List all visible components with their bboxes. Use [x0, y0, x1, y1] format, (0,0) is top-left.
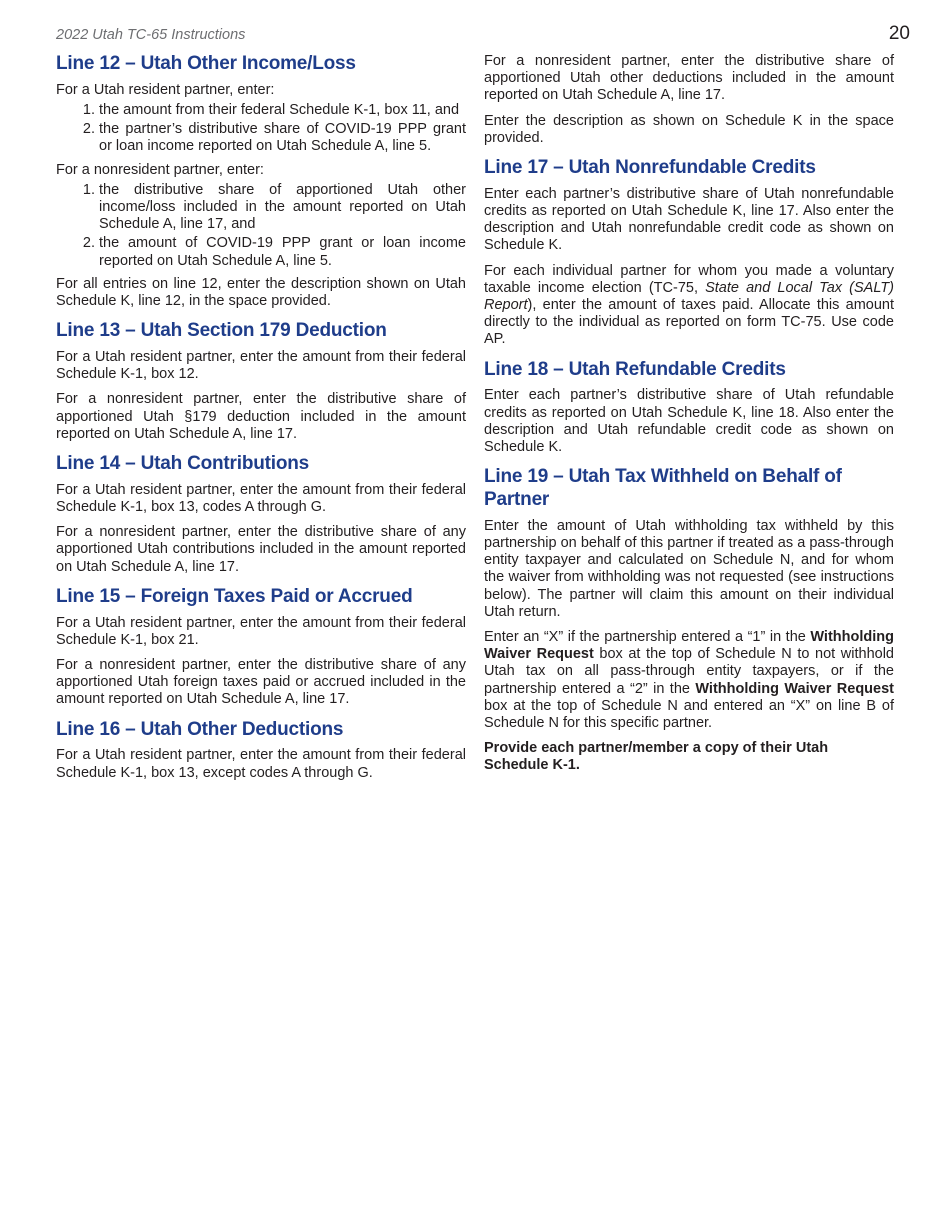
list-item: 2. the partner’s distributive share of COVID-19 PPP grant or loan income reported on Utah Schedule A, line 5. — [99, 121, 466, 155]
nonresident-list — [56, 182, 466, 270]
section-line-16 — [56, 719, 466, 782]
paragraph: For a Utah resident partner, enter the amount from their federal Schedule K-1, box 13, except codes A through G. — [56, 747, 466, 781]
page-number: 20 — [888, 23, 910, 44]
paragraph: For a nonresident partner, enter the distributive share of apportioned Utah §179 deduction included in the amount reported on Utah Schedule A, line 17. — [56, 391, 466, 442]
heading-line-16: Line 16 – Utah Other Deductions — [56, 718, 344, 740]
paragraph: Enter each partner’s distributive share of Utah refundable credits as reported on Utah Schedule K, line 18. Also enter the description and Utah refundable credit code as shown on Schedule K. — [484, 387, 894, 456]
bold-term: Withholding Waiver Request — [484, 629, 894, 663]
paragraph: Enter the description as shown on Schedule K in the space provided. — [484, 112, 894, 146]
right-column — [484, 53, 894, 785]
paragraph: For a nonresident partner, enter the distributive share of apportioned Utah other deductions included in the amount reported on Utah Schedule A, line 17. — [484, 53, 894, 104]
section-line-17 — [484, 157, 894, 349]
bold-term: Withholding Waiver Request — [695, 680, 894, 697]
section-line-14 — [56, 453, 466, 576]
paragraph: For a Utah resident partner, enter the amount from their federal Schedule K-1, box 13, codes A through G. — [56, 481, 466, 516]
heading-line-12: Line 12 – Utah Other Income/Loss — [56, 53, 356, 74]
list-item: 1. the amount from their federal Schedule K-1, box 11, and — [99, 102, 466, 119]
heading-line-13: Line 13 – Utah Section 179 Deduction — [56, 320, 387, 342]
paragraph: For a nonresident partner, enter the distributive share of any apportioned Utah foreign taxes paid or accrued included in the amount reported on Utah Schedule A, line 17. — [56, 657, 466, 708]
heading-line-14: Line 14 – Utah Contributions — [56, 453, 310, 475]
text-run: Enter an “X” if the partnership entered a “1” in the — [484, 629, 811, 646]
section-line-16-continued — [484, 53, 894, 147]
paragraph: For all entries on line 12, enter the description shown on Utah Schedule K, line 12, in the space provided. — [56, 275, 466, 310]
text-run: ), enter the amount of taxes paid. Allocate this amount directly to the individual as reported on form TC-75. Use code AP. — [484, 297, 894, 348]
section-line-12 — [56, 53, 466, 310]
report-title: State and Local Tax (SALT) Report — [484, 279, 894, 314]
paragraph — [484, 629, 894, 732]
paragraph: Enter the amount of Utah withholding tax withheld by this partnership on behalf of this partner if treated as a pass-through entity taxpayer and calculated on Schedule N, and for whom the waiver from withholding was not requested (see instructions below). The partner will claim this amount on their individual Utah return. — [484, 517, 894, 620]
heading-line-17: Line 17 – Utah Nonrefundable Credits — [484, 157, 816, 179]
text-run: box at the top of Schedule N to not withhold Utah tax on all pass-through entity taxpayers, or if the partnership entered a “2” in the — [484, 646, 894, 697]
paragraph: For a Utah resident partner, enter: — [56, 81, 275, 98]
paragraph: Enter each partner’s distributive share of Utah nonrefundable credits as reported on Utah Schedule K, line 17. Also enter the description and Utah nonrefundable credit code as shown on Schedule K. — [484, 185, 894, 254]
paragraph — [484, 263, 894, 349]
section-line-18 — [484, 359, 894, 457]
resident-list — [56, 102, 466, 156]
paragraph: For a Utah resident partner, enter the amount from their federal Schedule K-1, box 21. — [56, 614, 466, 648]
closing-note — [484, 740, 894, 774]
paragraph: For a nonresident partner, enter the distributive share of any apportioned Utah contributions included in the amount reported on Utah Schedule A, line 17. — [56, 524, 466, 575]
section-line-15 — [56, 586, 466, 709]
paragraph: For a Utah resident partner, enter the amount from their federal Schedule K-1, box 12. — [56, 349, 466, 383]
list-item: 1. the distributive share of apportioned Utah other income/loss included in the amount reported on Utah Schedule A, line 17, and — [99, 182, 466, 234]
text-run: box at the top of Schedule N and entered an “X” on line B of Schedule N for this specific partner. — [484, 697, 894, 732]
paragraph: For a nonresident partner, enter: — [56, 161, 264, 178]
heading-line-18: Line 18 – Utah Refundable Credits — [484, 358, 786, 380]
heading-line-15: Line 15 – Foreign Taxes Paid or Accrued — [56, 585, 413, 607]
document-title: 2022 Utah TC-65 Instructions — [56, 27, 246, 43]
text-run: For each individual partner for whom you made a voluntary taxable income election (TC-75, — [484, 262, 894, 296]
bold-note: Provide each partner/member a copy of their Utah Schedule K-1. — [484, 740, 829, 774]
section-line-13 — [56, 320, 466, 443]
left-column — [56, 53, 466, 792]
section-line-19 — [484, 466, 894, 774]
list-item: 2. the amount of COVID-19 PPP grant or loan income reported on Utah Schedule A, line 5. — [99, 235, 466, 269]
heading-line-19: Line 19 – Utah Tax Withheld on Behalf of Partner — [484, 466, 842, 511]
